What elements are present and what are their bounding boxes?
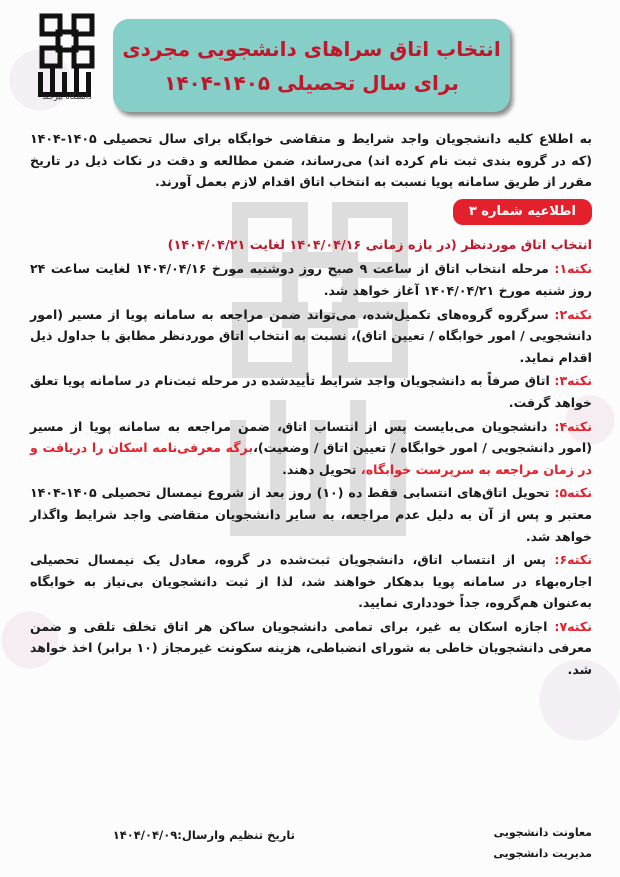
note-6 <box>30 549 592 614</box>
logo-caption: دانشگاه بیرجند <box>42 92 92 101</box>
note-tail: تحویل دهند. <box>282 461 361 477</box>
note-2 <box>30 304 592 369</box>
page-title-line2: برای سال تحصیلی ۱۴۰۵-۱۴۰۴ <box>164 70 459 95</box>
issuer-block <box>442 822 592 864</box>
note-text: پس از انتساب اتاق، دانشجویان ثبت‌شده در گروه، معادل یک نیمسال تحصیلی اجاره‌بهاء در سامانه پویا بدهکار خواهند شد، لذا از ثبت دانشجویان بی‌نیاز به خوابگاه به‌عنوان هم‌گروه، جداً خودداری نمایید. <box>30 552 592 611</box>
note-text: مرحله انتخاب اتاق از ساعت ۹ صبح روز دوشنبه مورخ ۱۴۰۴/۰۴/۱۶ لغایت ساعت ۲۴ روز شنبه مورخ ۱۴۰۴/۰۴/۲۱ آغاز خواهد شد. <box>30 261 592 298</box>
note-label: نکته۴: <box>554 418 592 434</box>
note-3 <box>30 370 592 413</box>
note-1 <box>30 258 592 301</box>
section-title: انتخاب اتاق موردنظر (در بازه زمانی ۱۴۰۴/۰۴/۱۶ لغایت ۱۴۰۴/۰۴/۲۱) <box>167 237 592 253</box>
note-7 <box>30 616 592 681</box>
note-text: سرگروه گروه‌های تکمیل‌شده، می‌تواند ضمن مراجعه به سامانه پویا از مسیر (امور دانشجویی / امور خوابگاه / تعیین اتاق)، نسبت به انتخاب اتاق موردنظر مطابق با جداول ذیل اقدام نماید. <box>30 306 592 365</box>
note-text: اجازه اسکان به غیر، برای تمامی دانشجویان ساکن هر اتاق تخلف تلقی و ضمن معرفی دانشجویان خاطی به شورای انضباطی، هزینه سکونت غیرمجاز (۱۰ برابر) اخذ خواهد شد. <box>30 618 592 678</box>
note-text: اتاق صرفاً به دانشجویان واجد شرایط تأییدشده در مرحله ثبت‌نام در سامانه پویا تعلق خواهد گرفت. <box>30 373 592 410</box>
title-box <box>113 19 510 112</box>
note-4 <box>30 416 592 481</box>
announcement-number-badge: اطلاعیه شماره ۳ <box>453 199 592 225</box>
note-text: تحویل اتاق‌های انتسابی فقط ده (۱۰) روز بعد از شروع نیمسال تحصیلی ۱۴۰۵-۱۴۰۴ معتبر و پس از آن به دلیل عدم مراجعه، به سایر دانشجویان متقاضی واجد شرایط واگذار خواهد شد. <box>30 485 592 544</box>
note-text: دانشجویان می‌بایست پس از انتساب اتاق، ضمن مراجعه به سامانه پویا از مسیر (امور دانشجویی / امور خوابگاه / تعیین اتاق / وضعیت)، <box>30 418 592 456</box>
note-highlight: برگه معرفی‌نامه اسکان را دریافت و در زمان مراجعه به سرپرست خوابگاه، <box>30 440 592 477</box>
issue-date-value: ۱۴۰۴/۰۴/۰۹ <box>112 828 178 842</box>
note-label: نکته۱: <box>554 261 592 277</box>
page-title-line1: انتخاب اتاق سراهای دانشجویی مجردی <box>122 36 501 61</box>
note-label: نکته۳: <box>554 373 592 389</box>
intro-paragraph: به اطلاع کلیه دانشجویان واجد شرایط و متقاضی خوابگاه برای سال تحصیلی ۱۴۰۵-۱۴۰۴ (که در گروه بندی ثبت نام کرده اند) می‌رساند، ضمن مطالعه و دقت در نکات ذیل در تاریخ مقرر از طریق سامانه پویا نسبت به انتخاب اتاق اقدام لازم بعمل آورند. <box>30 131 592 190</box>
note-5 <box>30 482 592 547</box>
issuer-line2: مدیریت دانشجویی <box>493 847 592 860</box>
note-label: نکته۵: <box>554 485 592 501</box>
announcement-body <box>30 128 592 683</box>
issue-date <box>95 828 295 842</box>
note-label: نکته۶: <box>554 552 592 568</box>
note-label: نکته۲: <box>554 306 592 322</box>
issuer-line1: معاونت دانشجویی <box>493 826 592 839</box>
note-label: نکته۷: <box>554 618 592 634</box>
badge-row <box>30 199 592 229</box>
issue-date-label: تاریخ تنظیم وارسال: <box>177 828 295 842</box>
